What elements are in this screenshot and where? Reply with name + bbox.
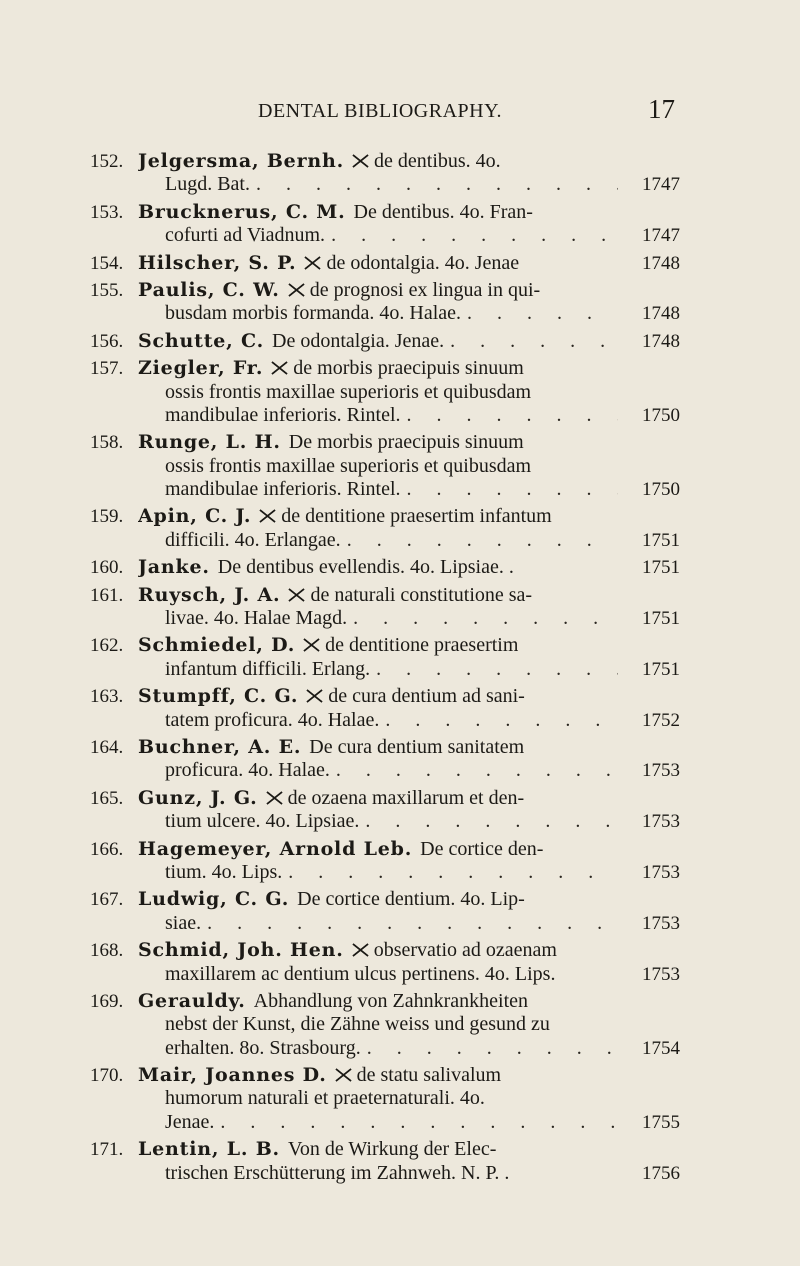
entry-content (138, 685, 618, 708)
entry-text: de dentibus. 4o. (374, 150, 501, 172)
dissertation-mark-icon (259, 509, 276, 523)
page-header (150, 96, 675, 126)
entry-content (165, 912, 618, 935)
entry-author: Schmid, Joh. Hen. (138, 939, 344, 962)
entry-text: ossis frontis maxillae superioris et quibusdam (165, 454, 532, 477)
entry-content (138, 150, 618, 173)
bibliography-entry (90, 330, 680, 353)
entry-text: Jenae. (165, 1110, 215, 1133)
dot-leader (256, 173, 618, 196)
entry-year: 1755 (642, 1111, 680, 1133)
entry-text: trischen Erschütterung im Zahnweh. N. P. . (165, 1161, 510, 1184)
entry-author: Buchner, A. E. (138, 735, 302, 758)
entry-text: De cura dentium sanitatem (309, 735, 525, 758)
entry-line (90, 1111, 680, 1134)
entry-line (90, 252, 680, 275)
entry-text: livae. 4o. Halae Magd. (165, 607, 348, 630)
entry-line (90, 584, 680, 607)
entry-content (165, 455, 618, 478)
entry-text: difficili. 4o. Erlangae. (165, 528, 341, 551)
entry-author: Lentin, L. B. (138, 1138, 280, 1161)
entry-content (165, 404, 618, 427)
dissertation-mark-icon (335, 1068, 352, 1082)
entry-year: 1753 (642, 811, 680, 833)
dissertation-mark-icon (306, 689, 323, 703)
entry-author: Paulis, C. W. (138, 278, 280, 301)
dot-leader (407, 404, 619, 427)
entry-line (90, 709, 680, 732)
entry-text: tatem proficura. 4o. Halae. (165, 708, 380, 731)
entry-line (90, 357, 680, 380)
entry-year: 1751 (642, 529, 680, 551)
entry-number: 159. (90, 506, 124, 528)
entry-text: mandibulae inferioris. Rintel. (165, 478, 401, 501)
entry-author: Schmiedel, D. (138, 634, 296, 657)
bibliography-entry (90, 201, 680, 248)
entry-text: De cortice dentium. 4o. Lip- (297, 888, 525, 911)
dissertation-mark-icon (266, 791, 283, 805)
dot-leader (336, 759, 618, 782)
entry-content (165, 861, 618, 884)
entry-text: infantum difficili. Erlang. (165, 657, 371, 680)
entry-author: Brucknerus, C. M. (138, 200, 346, 223)
entry-content (165, 810, 618, 833)
entry-line (90, 838, 680, 861)
dot-leader (385, 709, 618, 732)
entry-gap (90, 1185, 680, 1189)
bibliography-list (90, 150, 680, 1189)
entry-year: 1751 (642, 557, 680, 579)
entry-line (90, 150, 680, 173)
entry-text: de statu salivalum (356, 1064, 502, 1087)
entry-text: de dentitione praesertim infantum (281, 505, 552, 528)
entry-number: 157. (90, 358, 124, 380)
entry-text: de cura dentium ad sani- (328, 685, 525, 708)
bibliography-entry (90, 787, 680, 834)
entry-line (90, 529, 680, 552)
entry-line (90, 330, 680, 353)
entry-text: Lugd. Bat. (165, 173, 250, 196)
entry-text: busdam morbis formanda. 4o. Halae. (165, 302, 462, 325)
entry-line (90, 658, 680, 681)
entry-author: Apin, C. J. (138, 505, 252, 528)
dissertation-mark-icon (288, 588, 305, 602)
entry-line (90, 279, 680, 302)
bibliography-entry (90, 939, 680, 986)
dot-leader (376, 658, 618, 681)
entry-year: 1747 (642, 225, 680, 247)
entry-content (165, 759, 618, 782)
entry-number: 152. (90, 151, 124, 172)
entry-text: maxillarem ac dentium ulcus pertinens. 4o. Lips. (165, 962, 556, 985)
entry-text: De dentibus evellendis. 4o. Lipsiae. . (217, 556, 514, 579)
dot-leader (450, 330, 618, 353)
entry-content (138, 330, 618, 353)
entry-number: 167. (90, 889, 124, 911)
entry-year: 1748 (642, 303, 680, 325)
entry-line (90, 861, 680, 884)
entry-number: 164. (90, 736, 124, 758)
bibliography-entry (90, 685, 680, 732)
entry-text: Von de Wirkung der Elec- (287, 1138, 497, 1161)
entry-year: 1748 (642, 252, 680, 274)
entry-year: 1747 (642, 174, 680, 196)
entry-line (90, 224, 680, 247)
bibliography-entry (90, 556, 680, 579)
entry-year: 1753 (642, 912, 680, 934)
entry-content (138, 888, 618, 911)
dot-leader (407, 478, 619, 501)
entry-content (138, 990, 618, 1013)
entry-content (165, 709, 618, 732)
entry-line (90, 990, 680, 1013)
dissertation-mark-icon (303, 638, 320, 652)
bibliography-entry (90, 888, 680, 935)
entry-author: Hilscher, S. P. (138, 251, 297, 274)
entry-content (138, 1064, 618, 1087)
entry-year: 1756 (642, 1162, 680, 1184)
entry-number: 166. (90, 838, 124, 860)
entry-year: 1751 (642, 658, 680, 680)
entry-number: 168. (90, 940, 124, 962)
entry-line (90, 912, 680, 935)
entry-author: Hagemeyer, Arnold Leb. (138, 837, 413, 860)
entry-text: observatio ad ozaenam (373, 939, 557, 962)
entry-content (138, 1138, 618, 1161)
entry-line (90, 455, 680, 478)
entry-number: 170. (90, 1065, 124, 1087)
bibliography-entry (90, 1064, 680, 1134)
entry-number: 165. (90, 787, 124, 809)
bibliography-entry (90, 838, 680, 885)
entry-text: Abhandlung von Zahnkrankheiten (253, 989, 529, 1012)
entry-content (165, 302, 618, 325)
dissertation-mark-icon (271, 361, 288, 375)
entry-text: tium ulcere. 4o. Lipsiae. (165, 810, 360, 833)
entry-content (165, 224, 618, 247)
entry-line (90, 1037, 680, 1060)
entry-text: De cortice den- (420, 837, 544, 860)
entry-line (90, 1064, 680, 1087)
entry-year: 1754 (642, 1037, 680, 1059)
dot-leader (207, 912, 618, 935)
entry-year: 1751 (642, 608, 680, 630)
entry-text: de dentitione praesertim (325, 634, 519, 657)
entry-text: proficura. 4o. Halae. (165, 759, 330, 782)
dot-leader (220, 1111, 618, 1134)
entry-line (90, 963, 680, 986)
entry-content (165, 1111, 618, 1134)
dot-leader (365, 810, 618, 833)
entry-text: de odontalgia. 4o. Jenae (326, 251, 520, 274)
entry-text: de prognosi ex lingua in qui- (309, 278, 541, 301)
entry-text: mandibulae inferioris. Rintel. (165, 403, 401, 426)
entry-author: Janke. (138, 556, 210, 579)
entry-line (90, 302, 680, 325)
running-title: DENTAL BIBLIOGRAPHY. (258, 100, 502, 122)
entry-number: 161. (90, 584, 124, 606)
entry-line (90, 404, 680, 427)
entry-author: Stumpff, C. G. (138, 685, 299, 708)
bibliography-entry (90, 150, 680, 197)
entry-line (90, 810, 680, 833)
entry-number: 154. (90, 252, 124, 274)
entry-year: 1753 (642, 861, 680, 883)
bibliography-entry (90, 279, 680, 326)
bibliography-entry (90, 252, 680, 275)
entry-content (165, 963, 618, 986)
entry-number: 155. (90, 279, 124, 301)
entry-content (165, 529, 618, 552)
entry-author: Ruysch, J. A. (138, 583, 281, 606)
entry-content (138, 505, 618, 528)
entry-year: 1750 (642, 479, 680, 501)
entry-number: 169. (90, 990, 124, 1012)
dot-leader (353, 607, 618, 630)
entry-number: 171. (90, 1139, 124, 1161)
entry-content (138, 838, 618, 861)
dot-leader (347, 529, 618, 552)
entry-line (90, 888, 680, 911)
entry-text: nebst der Kunst, die Zähne weiss und gesund zu (165, 1013, 550, 1036)
entry-content (138, 634, 618, 657)
entry-line (90, 787, 680, 810)
entry-line (90, 939, 680, 962)
entry-content (138, 201, 618, 224)
entry-content (138, 584, 618, 607)
entry-line (90, 736, 680, 759)
entry-author: Gunz, J. G. (138, 786, 258, 809)
entry-line (90, 1087, 680, 1110)
dot-leader (467, 302, 618, 325)
entry-line (90, 759, 680, 782)
entry-number: 156. (90, 330, 124, 352)
entry-author: Mair, Joannes D. (138, 1064, 327, 1087)
entry-content (138, 357, 618, 380)
bibliography-entry (90, 431, 680, 501)
dot-leader (288, 861, 618, 884)
entry-content (165, 478, 618, 501)
entry-author: Jelgersma, Bernh. (138, 150, 345, 172)
entry-content (138, 736, 618, 759)
entry-content (138, 279, 618, 302)
entry-text: de naturali constitutione sa- (310, 583, 533, 606)
entry-text: humorum naturali et praeternaturali. 4o. (165, 1087, 485, 1110)
entry-year: 1752 (642, 709, 680, 731)
dissertation-mark-icon (352, 943, 369, 957)
entry-line (90, 556, 680, 579)
entry-year: 1750 (642, 404, 680, 426)
bibliography-entry (90, 357, 680, 427)
entry-content (165, 381, 618, 404)
dissertation-mark-icon (352, 154, 369, 168)
entry-line (90, 607, 680, 630)
bibliography-entry (90, 736, 680, 783)
entry-number: 160. (90, 557, 124, 579)
entry-number: 162. (90, 635, 124, 657)
entry-author: Ludwig, C. G. (138, 888, 290, 911)
entry-line (90, 173, 680, 196)
entry-line (90, 505, 680, 528)
entry-text: de ozaena maxillarum et den- (287, 786, 525, 809)
entry-line (90, 431, 680, 454)
entry-content (165, 1037, 618, 1060)
entry-content (165, 658, 618, 681)
entry-year: 1753 (642, 963, 680, 985)
page-number: 17 (648, 94, 675, 124)
entry-line (90, 1138, 680, 1161)
entry-author: Ziegler, Fr. (138, 357, 264, 380)
bibliography-entry (90, 634, 680, 681)
dot-leader (367, 1037, 618, 1060)
entry-text: tium. 4o. Lips. (165, 860, 283, 883)
entry-line (90, 201, 680, 224)
entry-line (90, 685, 680, 708)
entry-text: ossis frontis maxillae superioris et quibusdam (165, 380, 532, 403)
entry-content (165, 173, 618, 196)
entry-text: cofurti ad Viadnum. (165, 224, 326, 247)
entry-number: 158. (90, 432, 124, 454)
dissertation-mark-icon (288, 283, 305, 297)
entry-year: 1753 (642, 760, 680, 782)
entry-content (138, 939, 618, 962)
entry-text: De odontalgia. Jenae. (272, 329, 445, 352)
bibliography-entry (90, 505, 680, 552)
entry-text: de morbis praecipuis sinuum (293, 357, 524, 380)
bibliography-entry (90, 1138, 680, 1185)
dot-leader (331, 224, 618, 247)
entry-number: 153. (90, 201, 124, 223)
entry-author: Runge, L. H. (138, 431, 281, 454)
entry-content (165, 1087, 618, 1110)
entry-content (165, 1162, 618, 1185)
entry-number: 163. (90, 686, 124, 708)
entry-content (138, 431, 618, 454)
entry-year: 1748 (642, 330, 680, 352)
entry-text: De morbis praecipuis sinuum (288, 431, 524, 454)
entry-content (138, 252, 618, 275)
entry-content (165, 607, 618, 630)
entry-text: siae. (165, 911, 202, 934)
entry-author: Schutte, C. (138, 329, 264, 352)
bibliography-entry (90, 990, 680, 1060)
entry-line (90, 478, 680, 501)
entry-author: Gerauldy. (138, 989, 246, 1012)
dissertation-mark-icon (304, 256, 321, 270)
entry-line (90, 1013, 680, 1036)
entry-content (138, 787, 618, 810)
entry-content (138, 556, 618, 579)
entry-text: erhalten. 8o. Strasbourg. (165, 1036, 361, 1059)
entry-line (90, 381, 680, 404)
entry-line (90, 634, 680, 657)
bibliography-entry (90, 584, 680, 631)
entry-line (90, 1162, 680, 1185)
entry-content (165, 1013, 618, 1036)
entry-text: De dentibus. 4o. Fran- (353, 200, 533, 223)
